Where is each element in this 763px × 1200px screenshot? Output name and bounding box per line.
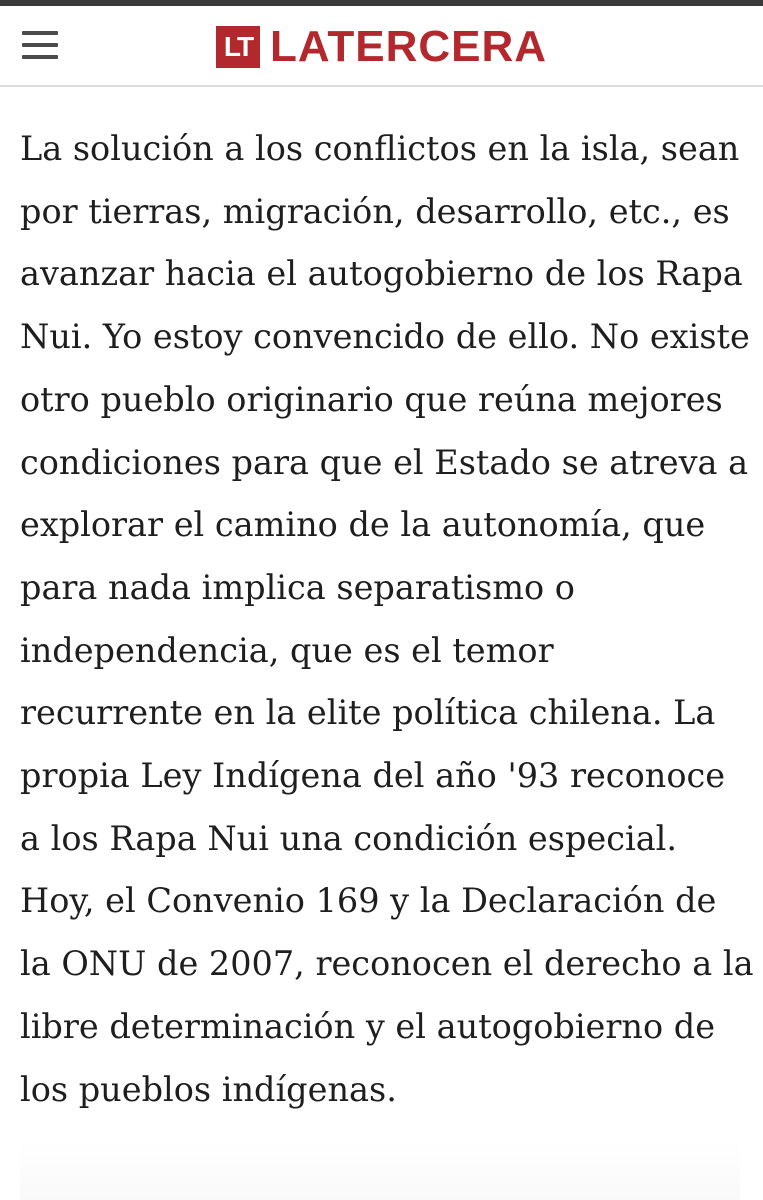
logo-badge: LT: [216, 26, 260, 68]
paragraph-line: avanzar hacia el autogobierno de los Rapa: [20, 254, 743, 294]
paragraph-line: por tierras, migración, desarrollo, etc., es: [20, 191, 730, 231]
paragraph-line: explorar el camino de la autonomía, que: [20, 505, 706, 545]
paragraph-line: libre determinación y el autogobierno de: [20, 1006, 716, 1046]
article-paragraph: [20, 118, 754, 1121]
menu-bar: [22, 43, 58, 47]
paragraph-line: propia Ley Indígena del año '93 reconoce: [20, 756, 726, 796]
logo-wordmark: LATERCERA: [270, 22, 548, 71]
hamburger-menu-icon[interactable]: [18, 26, 64, 66]
paragraph-line: independencia, que es el temor: [20, 630, 554, 670]
paragraph-line: La solución a los conflictos en la isla, sean: [20, 129, 740, 168]
paragraph-line: otro pueblo originario que reúna mejores: [20, 379, 723, 419]
site-header: [0, 6, 763, 87]
site-logo[interactable]: [216, 24, 547, 70]
menu-bar: [22, 31, 58, 35]
paragraph-line: los pueblos indígenas.: [20, 1069, 397, 1109]
blurred-overlay: [20, 1140, 740, 1200]
paragraph-line: recurrente en la elite política chilena. La: [20, 693, 716, 733]
paragraph-line: la ONU de 2007, reconocen el derecho a la: [20, 944, 754, 984]
paragraph-line: para nada implica separatismo o: [20, 567, 575, 607]
menu-bar: [22, 55, 58, 59]
paragraph-line: condiciones para que el Estado se atreva a: [20, 442, 749, 482]
paragraph-line: Hoy, el Convenio 169 y la Declaración de: [20, 881, 717, 921]
paragraph-line: a los Rapa Nui una condición especial.: [20, 818, 678, 858]
paragraph-line: Nui. Yo estoy convencido de ello. No existe: [20, 317, 750, 357]
